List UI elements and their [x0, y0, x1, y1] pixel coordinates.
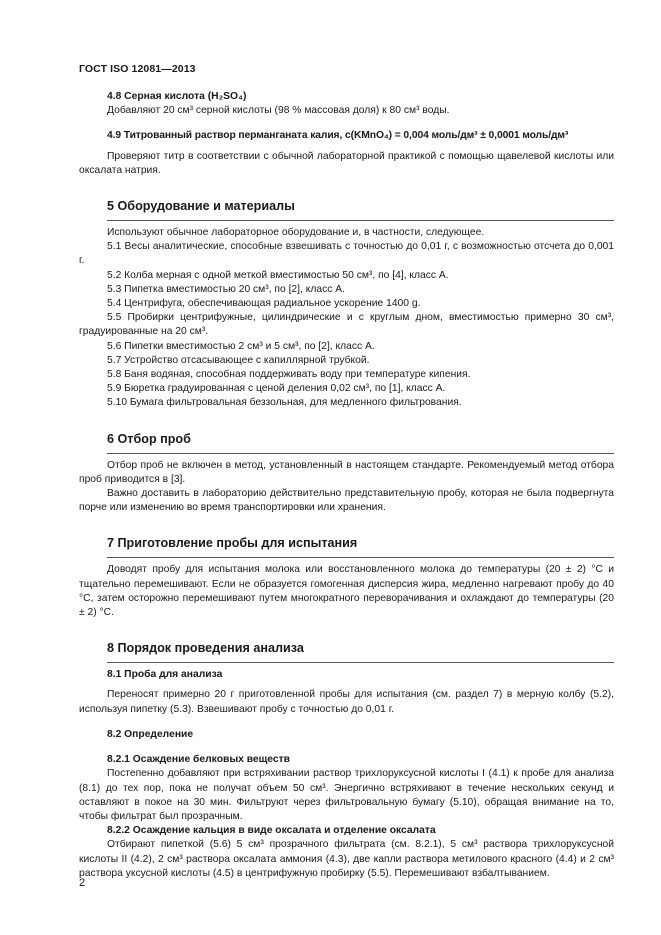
- paragraph-8-2-2: Отбирают пипеткой (5.6) 5 см³ прозрачного фильтрата (см. 8.2.1), 5 см³ раствора трихлоруксусной кислоты II (4.2), 2 см³ раствора оксалата аммония (4.3), две капли раствора метилового красного (4.4) и 2 см³ раствора уксусной кислоты (4.5) в центрифужную пробирку (5.5). Перемешивают взбалтыванием.: [79, 839, 614, 879]
- section-title-7: 7 Приготовление пробы для испытания: [107, 536, 358, 551]
- paragraph-8-1: Переносят примерно 20 г приготовленной пробы для испытания (см. раздел 7) в мерную колбу (5.2), используя пипетку (5.3). Взвешивают пробу с точностью до 0,01 г.: [79, 689, 614, 715]
- section-divider: [107, 453, 614, 454]
- section-title-6: 6 Отбор проб: [107, 431, 191, 446]
- page-number: 2: [79, 877, 86, 889]
- list-item: 5.2 Колба мерная с одной меткой вместимостью 50 см³, по [4], класс А.: [107, 269, 449, 281]
- paragraph-7-1: Доводят пробу для испытания молока или восстановленного молока до температуры (20 ± 2) °С и тщательно перемешивают. Если не образуется гомогенная дисперсия жира, медленно нагревают пробу до 40 °С, затем осторожно перемешивают путем многократного переворачивания и охлаждают до температуры (20 ± 2) °С.: [79, 564, 614, 619]
- list-item: 5.7 Устройство отсасывающее с капиллярной трубкой.: [107, 354, 370, 366]
- list-item: 5.10 Бумага фильтровальная беззольная, для медленного фильтрования.: [107, 397, 462, 409]
- document-header: ГОСТ ISO 12081—2013: [79, 63, 196, 75]
- section-divider: [107, 662, 614, 663]
- paragraph-4-9: Проверяют титр в соответствии с обычной лабораторной практикой с помощью щавелевой кислоты или оксалата натрия.: [79, 150, 614, 176]
- subsection-title-8-2-2: 8.2.2 Осаждение кальция в виде оксалата и отделение оксалата: [107, 825, 436, 837]
- subsection-title-4-9: 4.9 Титрованный раствор перманганата калия, c(KMnO₄) = 0,004 моль/дм³ ± 0,0001 моль/дм³: [107, 130, 569, 142]
- paragraph-6-1: Отбор проб не включен в метод, установленный в настоящем стандарте. Рекомендуемый метод отбора проб приводится в [3].: [79, 459, 614, 485]
- subsection-title-4-8: 4.8 Серная кислота (H₂SO₄): [107, 91, 247, 102]
- list-item: 5.8 Баня водяная, способная поддерживать воду при температуре кипения.: [107, 369, 471, 381]
- list-item: 5.6 Пипетки вместимостью 2 см³ и 5 см³, по [2], класс А.: [107, 340, 375, 352]
- section-divider: [107, 557, 614, 558]
- paragraph-4-8: Добавляют 20 см³ серной кислоты (98 % массовая доля) к 80 см³ воды.: [107, 105, 450, 117]
- paragraph-6-2: Важно доставить в лабораторию действительно представительную пробу, которая не была подвергнута порче или изменению во время транспортировки или хранения.: [79, 488, 614, 514]
- list-item: 5.1 Весы аналитические, способные взвешивать с точностью до 0,01 г, с возможностью отсчета до 0,001 г.: [79, 241, 614, 267]
- paragraph-8-2-1: Постепенно добавляют при встряхивании раствор трихлоруксусной кислоты I (4.1) к пробе для анализа (8.1) до тех пор, пока не получат объем 50 см³. Энергично встряхивают в течение нескольких секунд и оставляют в покое на 30 мин. Фильтруют через фильтровальную бумагу (5.10), обращая внимание на то, чтобы фильтрат был прозрачным.: [79, 768, 614, 822]
- subsection-title-8-2-1: 8.2.1 Осаждение белковых веществ: [107, 754, 290, 766]
- section-title-8: 8 Порядок проведения анализа: [107, 641, 304, 656]
- section-title-5: 5 Оборудование и материалы: [107, 199, 295, 214]
- list-item: 5.3 Пипетка вместимостью 20 см³, по [2], класс А.: [107, 283, 345, 295]
- paragraph-5-intro: Используют обычное лабораторное оборудование и, в частности, следующее.: [107, 227, 485, 239]
- document-body: [79, 90, 614, 881]
- list-item: 5.5 Пробирки центрифужные, цилиндрические и с круглым дном, вместимостью примерно 30 см³, градуированные на 20 см³.: [79, 312, 614, 338]
- subsection-title-8-1: 8.1 Проба для анализа: [107, 669, 223, 681]
- section-divider: [107, 220, 614, 221]
- list-item: 5.9 Бюретка градуированная с ценой деления 0,02 см³, по [1], класс А.: [107, 383, 446, 395]
- list-item: 5.4 Центрифуга, обеспечивающая радиальное ускорение 1400 g.: [107, 298, 421, 310]
- subsection-title-8-2: 8.2 Определение: [107, 728, 194, 740]
